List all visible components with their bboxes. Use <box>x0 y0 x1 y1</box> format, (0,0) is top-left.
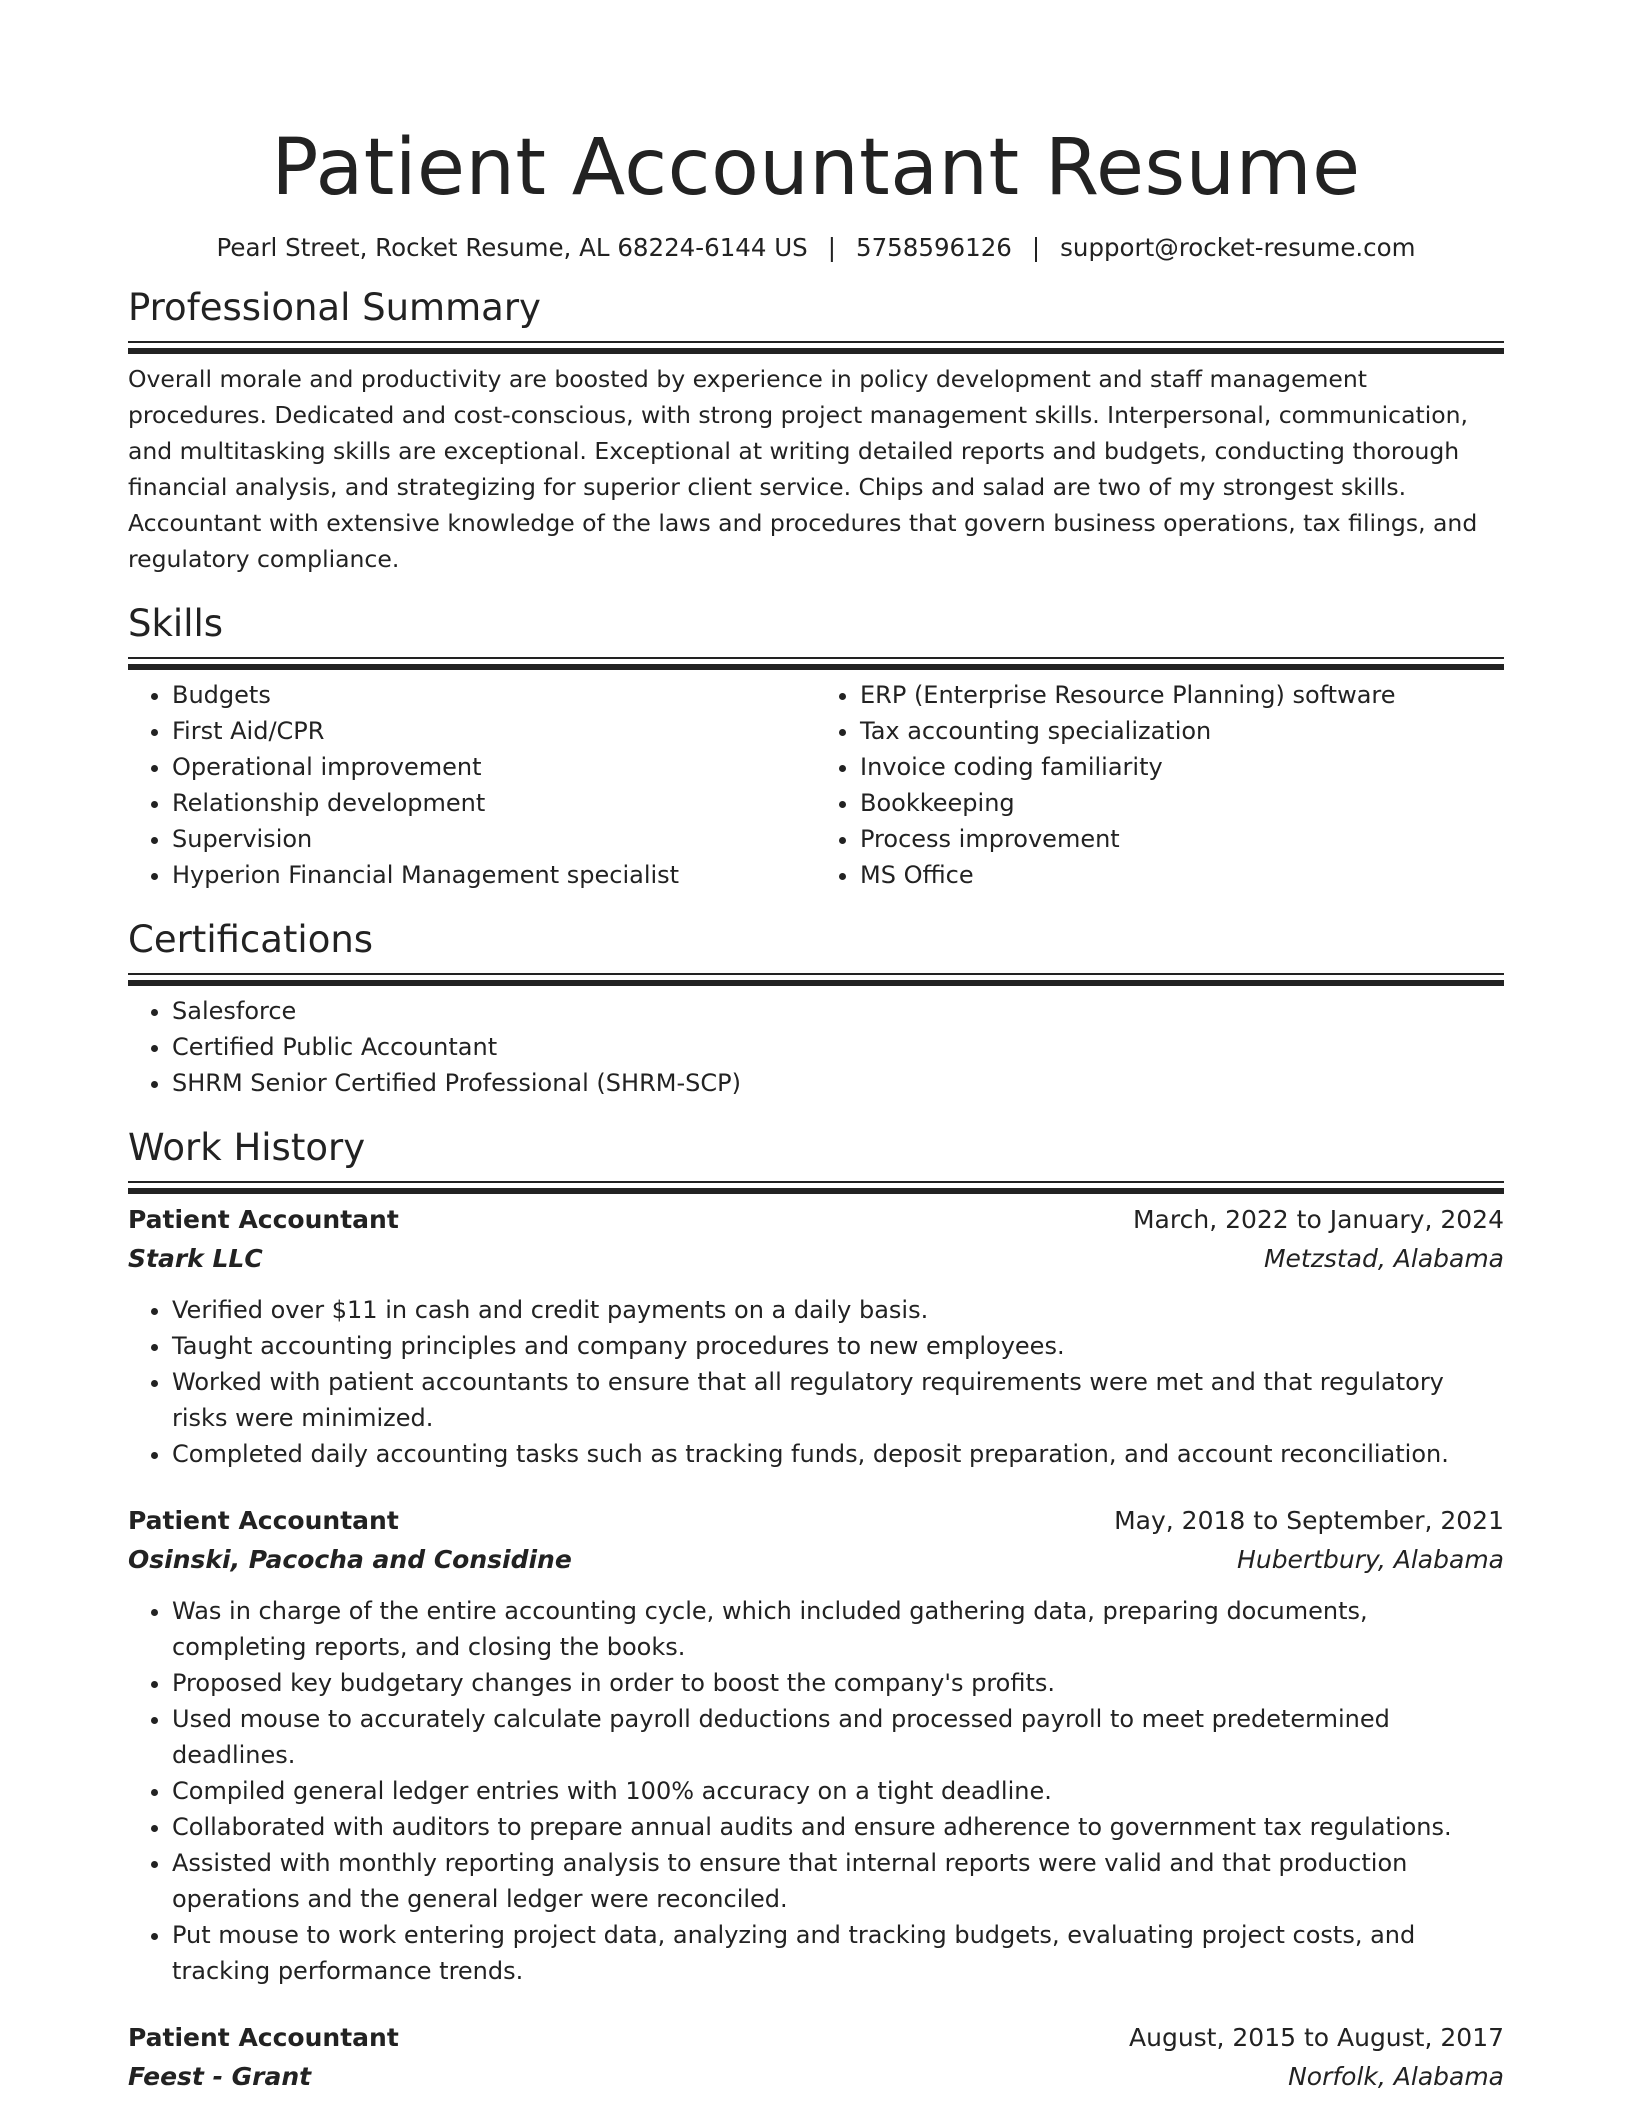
job-bullet: • Proposed key budgetary changes in order to boost the company's profits. <box>172 1665 1504 1701</box>
job-subheader <box>128 1241 1504 1277</box>
job-dates: March, 2022 to January, 2024 <box>1132 1205 1504 1234</box>
job-header <box>128 2020 1504 2056</box>
job-company: Osinski, Pacocha and Considine <box>128 1545 572 1574</box>
skill-item: • Bookkeeping <box>860 785 1504 821</box>
section-divider <box>128 1181 1504 1188</box>
certification-item: • Salesforce <box>172 993 1504 1029</box>
address: Pearl Street, Rocket Resume, AL 68224-6144 US <box>216 233 808 262</box>
job-bullets <box>128 1593 1504 1989</box>
skill-item: • Supervision <box>172 821 816 857</box>
section-title-certifications: Certifications <box>128 918 374 961</box>
job-location: Norfolk, Alabama <box>1288 2062 1504 2091</box>
job-entry <box>128 1503 1504 1989</box>
section-title-summary: Professional Summary <box>128 286 541 329</box>
job-location: Hubertbury, Alabama <box>1237 1545 1504 1574</box>
job-entry <box>128 2020 1504 2095</box>
skill-item: • Operational improvement <box>172 749 816 785</box>
certifications-list <box>128 993 1504 1101</box>
certifications-section <box>128 917 1504 1101</box>
skill-item: • Budgets <box>172 677 816 713</box>
skill-item: • MS Office <box>860 857 1504 893</box>
job-location: Metzstad, Alabama <box>1263 1244 1504 1273</box>
skill-item: • Hyperion Financial Management specialist <box>172 857 816 893</box>
certification-item: • SHRM Senior Certified Professional (SHRM-SCP) <box>172 1065 1504 1101</box>
job-title: Patient Accountant <box>128 1506 399 1535</box>
summary-text: Overall morale and productivity are boosted by experience in policy development and staff management procedures. Dedicated and cost-conscious, with strong project management skills. Interpersonal, communication, and multitasking skills are exceptional. Exceptional at writing detailed reports and budgets, conducting thorough financial analysis, and strategizing for superior client service. Chips and salad are two of my strongest skills. Accountant with extensive knowledge of the laws and procedures that govern business operations, tax filings, and regulatory compliance. <box>128 365 1478 573</box>
job-bullet: • Completed daily accounting tasks such as tracking funds, deposit preparation, and account reconciliation. <box>172 1436 1504 1472</box>
contact-line <box>128 232 1504 264</box>
job-header <box>128 1503 1504 1539</box>
skills-grid <box>128 677 1504 893</box>
job-bullet: • Put mouse to work entering project data, analyzing and tracking budgets, evaluating project costs, and tracking performance trends. <box>172 1917 1504 1989</box>
section-title-skills: Skills <box>128 602 224 645</box>
job-bullet: • Was in charge of the entire accounting cycle, which included gathering data, preparing documents, completing reports, and closing the books. <box>172 1593 1504 1665</box>
skills-list-left <box>128 677 816 893</box>
job-entry <box>128 1202 1504 1472</box>
skills-section <box>128 601 1504 893</box>
section-title-work-history: Work History <box>128 1126 366 1169</box>
skill-item: • ERP (Enterprise Resource Planning) software <box>860 677 1504 713</box>
resume-page <box>128 0 1504 2095</box>
job-bullets <box>128 1292 1504 1472</box>
skill-item: • Tax accounting specialization <box>860 713 1504 749</box>
contact-separator: | <box>1031 233 1041 262</box>
job-subheader <box>128 2059 1504 2095</box>
job-header <box>128 1202 1504 1238</box>
job-bullet: • Assisted with monthly reporting analysis to ensure that internal reports were valid and that production operations and the general ledger were reconciled. <box>172 1845 1504 1917</box>
resume-title: Patient Accountant Resume <box>271 123 1361 213</box>
job-bullet: • Taught accounting principles and company procedures to new employees. <box>172 1328 1504 1364</box>
section-divider <box>128 341 1504 348</box>
job-title: Patient Accountant <box>128 1205 399 1234</box>
job-bullet: • Verified over $11 in cash and credit payments on a daily basis. <box>172 1292 1504 1328</box>
skill-item: • Process improvement <box>860 821 1504 857</box>
job-dates: May, 2018 to September, 2021 <box>1114 1506 1504 1535</box>
job-company: Stark LLC <box>128 1244 263 1273</box>
section-divider <box>128 973 1504 980</box>
job-subheader <box>128 1542 1504 1578</box>
email: support@rocket-resume.com <box>1060 233 1416 262</box>
section-divider <box>128 657 1504 664</box>
skill-item: • Relationship development <box>172 785 816 821</box>
job-bullet: • Compiled general ledger entries with 100% accuracy on a tight deadline. <box>172 1773 1504 1809</box>
job-bullet: • Used mouse to accurately calculate payroll deductions and processed payroll to meet predetermined deadlines. <box>172 1701 1504 1773</box>
work-history-section <box>128 1125 1504 2095</box>
job-dates: August, 2015 to August, 2017 <box>1129 2023 1504 2052</box>
skills-list-right <box>816 677 1504 893</box>
certification-item: • Certified Public Accountant <box>172 1029 1504 1065</box>
summary-section <box>128 285 1504 577</box>
job-company: Feest - Grant <box>128 2062 312 2091</box>
job-bullet: • Worked with patient accountants to ensure that all regulatory requirements were met and that regulatory risks were minimized. <box>172 1364 1504 1436</box>
skill-item: • First Aid/CPR <box>172 713 816 749</box>
contact-separator: | <box>827 233 836 262</box>
job-title: Patient Accountant <box>128 2023 399 2052</box>
job-bullet: • Collaborated with auditors to prepare annual audits and ensure adherence to government tax regulations. <box>172 1809 1504 1845</box>
phone: 5758596126 <box>856 233 1012 262</box>
skill-item: • Invoice coding familiarity <box>860 749 1504 785</box>
